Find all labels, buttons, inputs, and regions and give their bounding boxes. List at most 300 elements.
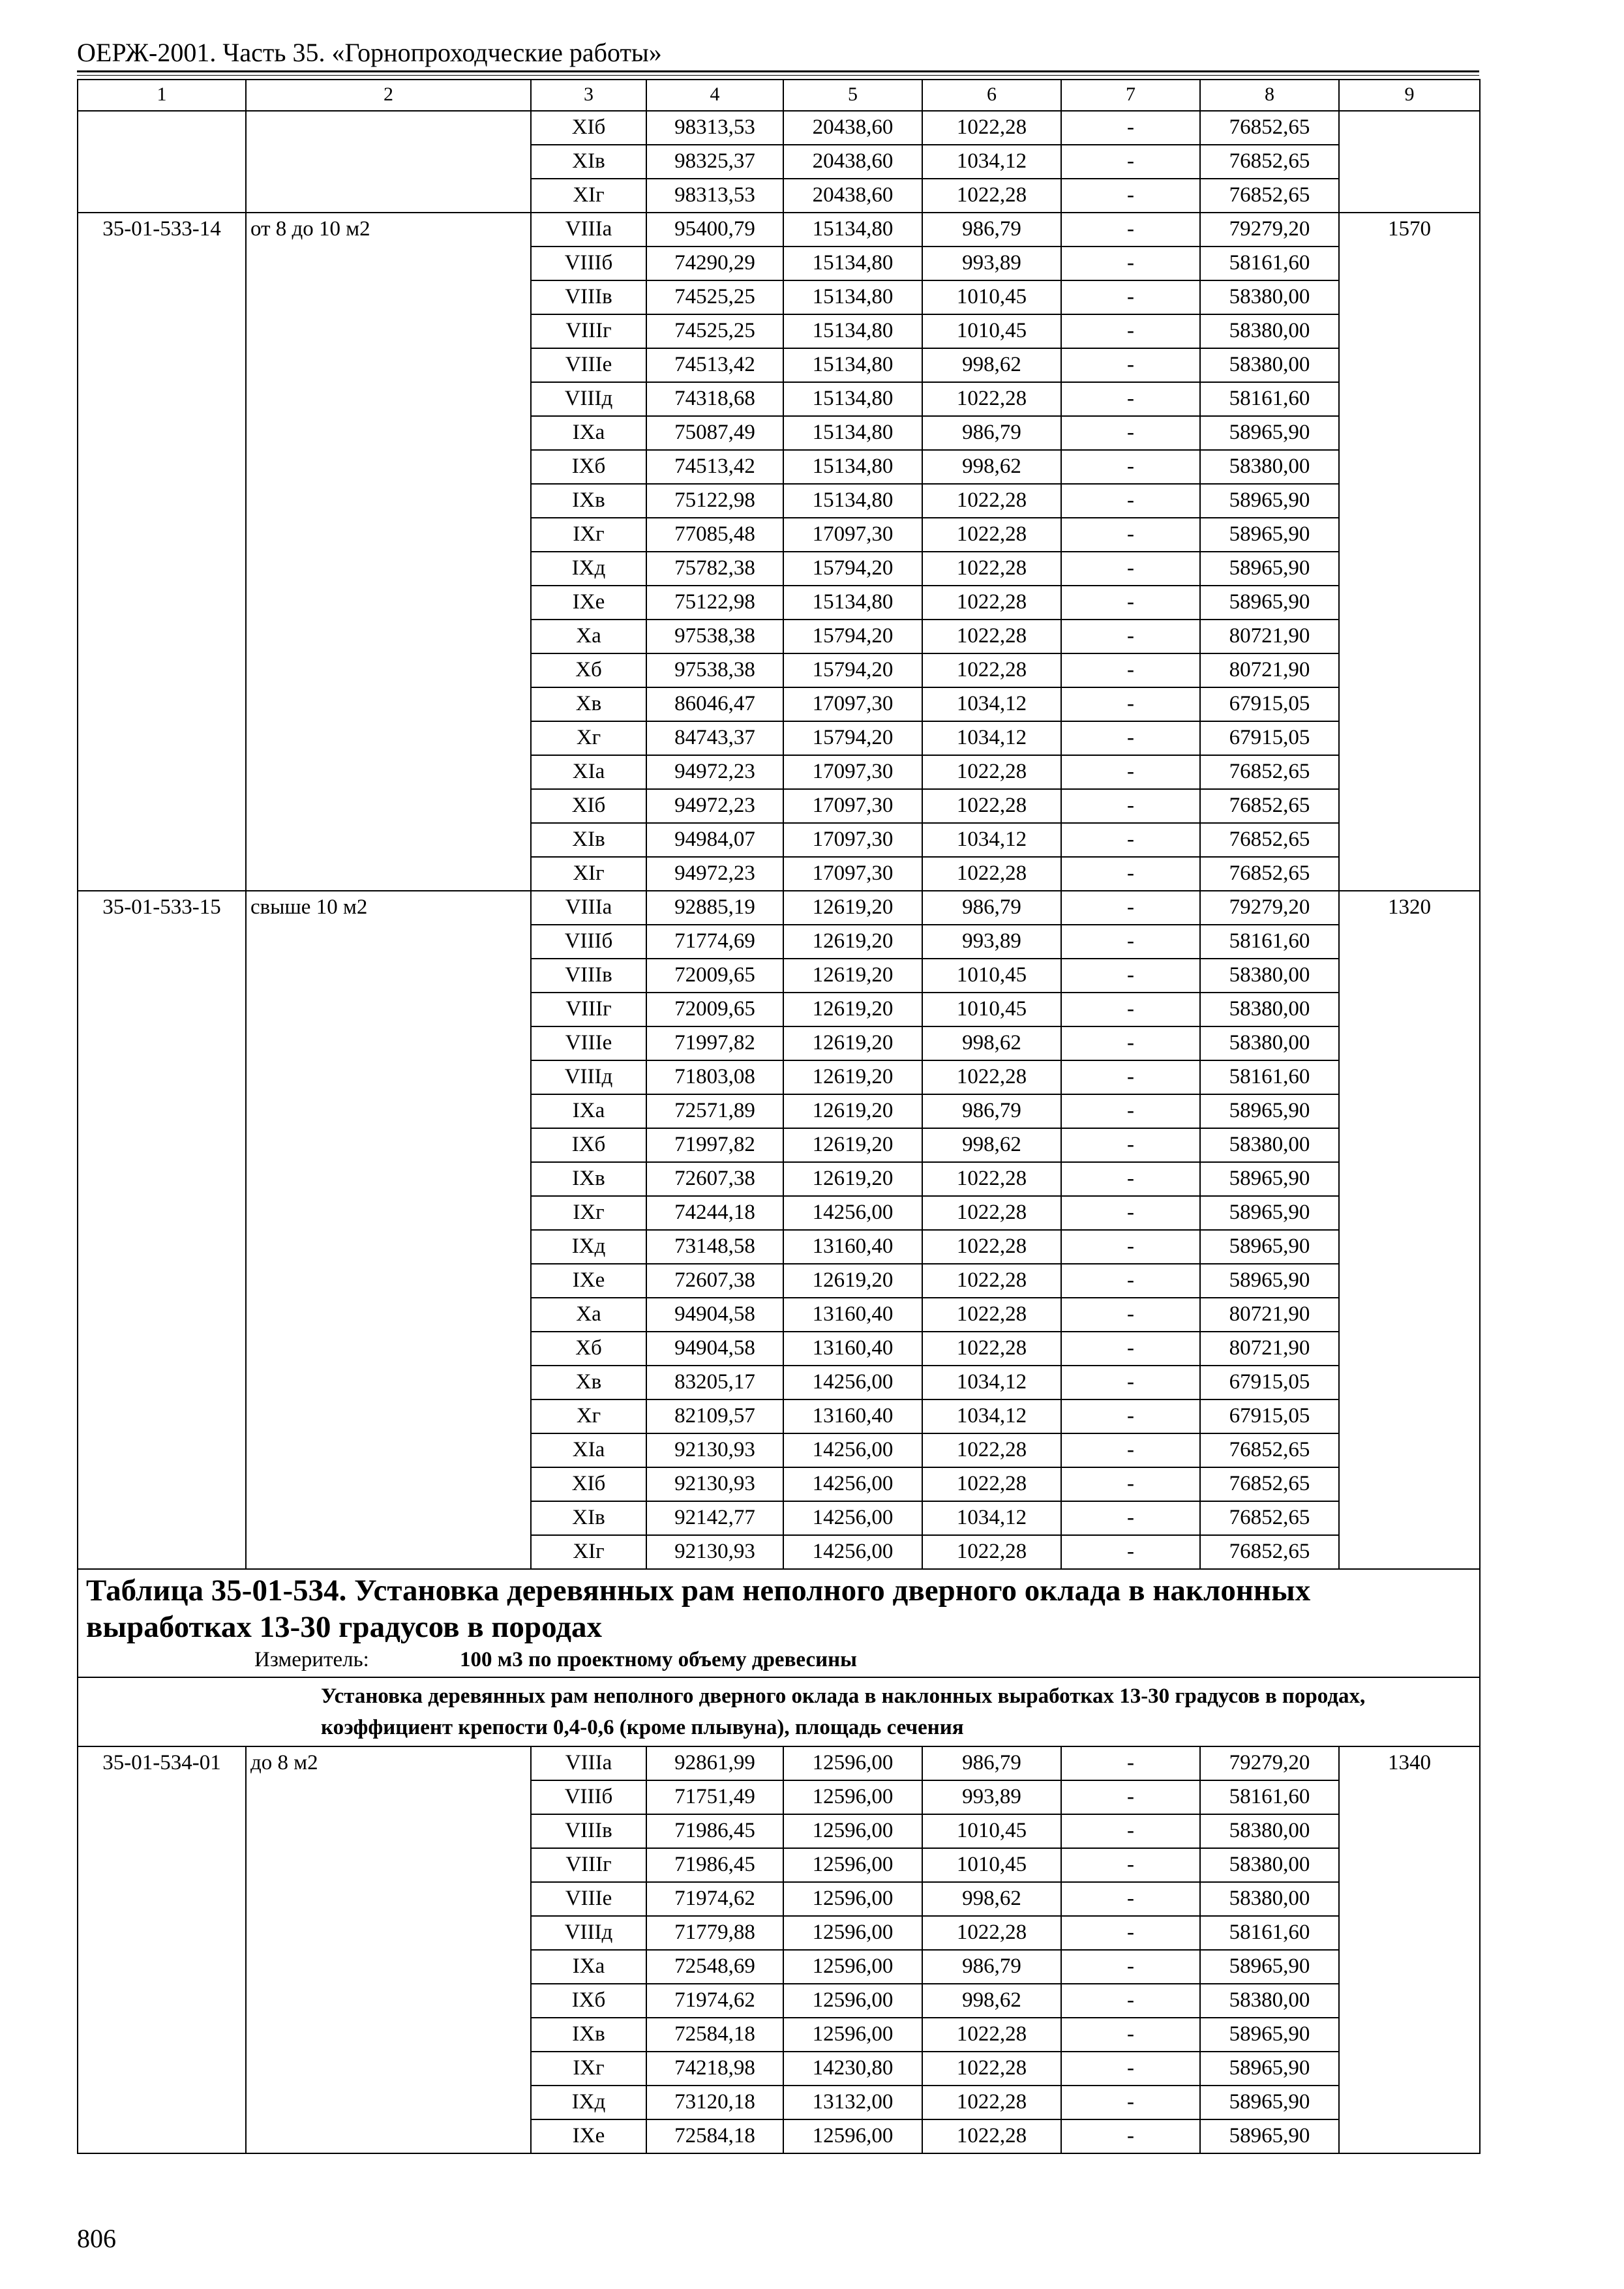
value-cell: - xyxy=(1061,789,1200,823)
value-cell: 58380,00 xyxy=(1200,1128,1339,1162)
zone-cell: XIб xyxy=(531,789,646,823)
value-cell: 1022,28 xyxy=(922,1230,1061,1264)
zone-cell: IXг xyxy=(531,518,646,552)
zone-cell: IXв xyxy=(531,484,646,518)
value-cell: - xyxy=(1061,1399,1200,1433)
value-cell: 12596,00 xyxy=(783,1848,922,1882)
value-cell: 17097,30 xyxy=(783,823,922,857)
value-cell: 71986,45 xyxy=(646,1814,783,1848)
value-cell: 94904,58 xyxy=(646,1298,783,1332)
value-cell: 13132,00 xyxy=(783,2086,922,2119)
value-cell: - xyxy=(1061,1196,1200,1230)
value-cell: 986,79 xyxy=(922,891,1061,925)
zone-cell: VIIIд xyxy=(531,1916,646,1950)
value-cell: 20438,60 xyxy=(783,111,922,145)
value-cell: 13160,40 xyxy=(783,1298,922,1332)
value-cell: - xyxy=(1061,1128,1200,1162)
value-cell: 58965,90 xyxy=(1200,2119,1339,2153)
value-cell: 15794,20 xyxy=(783,620,922,653)
value-cell: - xyxy=(1061,2119,1200,2153)
zone-cell: VIIIд xyxy=(531,382,646,416)
norm-code xyxy=(78,111,246,213)
value-cell: 58380,00 xyxy=(1200,959,1339,993)
value-cell: - xyxy=(1061,891,1200,925)
value-cell: 14230,80 xyxy=(783,2052,922,2086)
value-cell: 58380,00 xyxy=(1200,993,1339,1026)
value-cell: - xyxy=(1061,687,1200,721)
value-cell: - xyxy=(1061,382,1200,416)
norm-description: до 8 м2 xyxy=(246,1746,531,2153)
value-cell: 72571,89 xyxy=(646,1094,783,1128)
value-cell: 74513,42 xyxy=(646,450,783,484)
value-cell: 12619,20 xyxy=(783,1060,922,1094)
zone-cell: Xв xyxy=(531,687,646,721)
value-cell: 84743,37 xyxy=(646,721,783,755)
zone-cell: XIг xyxy=(531,179,646,213)
value-cell: 998,62 xyxy=(922,1984,1061,2018)
value-cell: 1034,12 xyxy=(922,1366,1061,1399)
value-cell: 15134,80 xyxy=(783,247,922,280)
value-cell: - xyxy=(1061,2052,1200,2086)
value-cell: 13160,40 xyxy=(783,1332,922,1366)
value-cell: 1022,28 xyxy=(922,857,1061,891)
value-cell: 15134,80 xyxy=(783,382,922,416)
value-cell: 17097,30 xyxy=(783,687,922,721)
header-rule xyxy=(77,70,1479,76)
zone-cell: VIIIг xyxy=(531,314,646,348)
value-cell: 71803,08 xyxy=(646,1060,783,1094)
value-cell: 998,62 xyxy=(922,1128,1061,1162)
zone-cell: IXд xyxy=(531,552,646,586)
value-cell: 1022,28 xyxy=(922,552,1061,586)
zone-cell: XIв xyxy=(531,1501,646,1535)
value-cell: 17097,30 xyxy=(783,857,922,891)
value-cell: 15794,20 xyxy=(783,552,922,586)
value-cell: 83205,17 xyxy=(646,1366,783,1399)
value-cell: 12596,00 xyxy=(783,1984,922,2018)
value-cell: 94904,58 xyxy=(646,1332,783,1366)
value-cell: 58380,00 xyxy=(1200,1882,1339,1916)
value-cell: 76852,65 xyxy=(1200,1501,1339,1535)
labor-norm: 1340 xyxy=(1339,1746,1480,2153)
value-cell: 97538,38 xyxy=(646,620,783,653)
value-cell: 72607,38 xyxy=(646,1162,783,1196)
table-row xyxy=(78,213,1480,247)
value-cell: 58965,90 xyxy=(1200,484,1339,518)
value-cell: 80721,90 xyxy=(1200,1332,1339,1366)
zone-cell: IXд xyxy=(531,1230,646,1264)
value-cell: - xyxy=(1061,823,1200,857)
value-cell: - xyxy=(1061,1814,1200,1848)
value-cell: 1022,28 xyxy=(922,2086,1061,2119)
value-cell: 1022,28 xyxy=(922,382,1061,416)
value-cell: 1022,28 xyxy=(922,1433,1061,1467)
zone-cell: VIIIг xyxy=(531,993,646,1026)
value-cell: - xyxy=(1061,1984,1200,2018)
value-cell: 72009,65 xyxy=(646,959,783,993)
value-cell: 58965,90 xyxy=(1200,416,1339,450)
value-cell: 12619,20 xyxy=(783,1094,922,1128)
value-cell: 1022,28 xyxy=(922,1916,1061,1950)
value-cell: 17097,30 xyxy=(783,755,922,789)
value-cell: 14256,00 xyxy=(783,1366,922,1399)
measure-line xyxy=(86,1645,1471,1677)
value-cell: 998,62 xyxy=(922,450,1061,484)
value-cell: - xyxy=(1061,993,1200,1026)
value-cell: 14256,00 xyxy=(783,1535,922,1569)
value-cell: 79279,20 xyxy=(1200,213,1339,247)
value-cell: - xyxy=(1061,1230,1200,1264)
value-cell: - xyxy=(1061,179,1200,213)
value-cell: 71774,69 xyxy=(646,925,783,959)
value-cell: - xyxy=(1061,1916,1200,1950)
zone-cell: Xг xyxy=(531,721,646,755)
value-cell: - xyxy=(1061,552,1200,586)
value-cell: - xyxy=(1061,959,1200,993)
value-cell: 76852,65 xyxy=(1200,857,1339,891)
value-cell: 15134,80 xyxy=(783,450,922,484)
value-cell: 76852,65 xyxy=(1200,145,1339,179)
value-cell: - xyxy=(1061,213,1200,247)
norm-code: 35-01-533-15 xyxy=(78,891,246,1569)
value-cell: 58380,00 xyxy=(1200,1026,1339,1060)
value-cell: - xyxy=(1061,653,1200,687)
value-cell: 71751,49 xyxy=(646,1780,783,1814)
value-cell: 14256,00 xyxy=(783,1501,922,1535)
value-cell: 82109,57 xyxy=(646,1399,783,1433)
value-cell: 12596,00 xyxy=(783,1950,922,1984)
value-cell: 71974,62 xyxy=(646,1984,783,2018)
value-cell: 58965,90 xyxy=(1200,1162,1339,1196)
value-cell: 75087,49 xyxy=(646,416,783,450)
value-cell: - xyxy=(1061,620,1200,653)
zone-cell: VIIIб xyxy=(531,1780,646,1814)
value-cell: 76852,65 xyxy=(1200,789,1339,823)
zone-cell: VIIIе xyxy=(531,348,646,382)
value-cell: 1022,28 xyxy=(922,653,1061,687)
zone-cell: VIIIд xyxy=(531,1060,646,1094)
value-cell: 73120,18 xyxy=(646,2086,783,2119)
value-cell: 1010,45 xyxy=(922,314,1061,348)
zone-cell: IXб xyxy=(531,1984,646,2018)
column-number-row xyxy=(78,80,1480,111)
value-cell: - xyxy=(1061,1264,1200,1298)
value-cell: 94972,23 xyxy=(646,755,783,789)
norm-description xyxy=(246,111,531,213)
value-cell: 12596,00 xyxy=(783,1916,922,1950)
value-cell: 58965,90 xyxy=(1200,1264,1339,1298)
value-cell: 1034,12 xyxy=(922,145,1061,179)
zone-cell: IXг xyxy=(531,2052,646,2086)
value-cell: - xyxy=(1061,1433,1200,1467)
value-cell: 20438,60 xyxy=(783,145,922,179)
value-cell: - xyxy=(1061,586,1200,620)
value-cell: 58161,60 xyxy=(1200,1916,1339,1950)
value-cell: - xyxy=(1061,1060,1200,1094)
value-cell: - xyxy=(1061,1298,1200,1332)
zone-cell: IXа xyxy=(531,1950,646,1984)
zone-cell: Xа xyxy=(531,1298,646,1332)
value-cell: 1010,45 xyxy=(922,1814,1061,1848)
value-cell: 75782,38 xyxy=(646,552,783,586)
section-cell xyxy=(78,1569,1480,1677)
value-cell: - xyxy=(1061,2018,1200,2052)
value-cell: 76852,65 xyxy=(1200,755,1339,789)
column-number: 3 xyxy=(531,80,646,111)
value-cell: 1022,28 xyxy=(922,2018,1061,2052)
value-cell: 95400,79 xyxy=(646,213,783,247)
value-cell: 94984,07 xyxy=(646,823,783,857)
value-cell: - xyxy=(1061,857,1200,891)
value-cell: 92130,93 xyxy=(646,1467,783,1501)
zone-cell: XIг xyxy=(531,1535,646,1569)
value-cell: 79279,20 xyxy=(1200,1746,1339,1780)
zone-cell: VIIIг xyxy=(531,1848,646,1882)
zone-cell: VIIIв xyxy=(531,280,646,314)
value-cell: 74244,18 xyxy=(646,1196,783,1230)
value-cell: 80721,90 xyxy=(1200,653,1339,687)
value-cell: 986,79 xyxy=(922,416,1061,450)
zone-cell: VIIIе xyxy=(531,1026,646,1060)
zone-cell: XIб xyxy=(531,1467,646,1501)
value-cell: 74290,29 xyxy=(646,247,783,280)
value-cell: - xyxy=(1061,416,1200,450)
value-cell: 58161,60 xyxy=(1200,925,1339,959)
value-cell: 75122,98 xyxy=(646,484,783,518)
value-cell: 1022,28 xyxy=(922,620,1061,653)
column-number: 8 xyxy=(1200,80,1339,111)
zone-cell: Xб xyxy=(531,653,646,687)
value-cell: - xyxy=(1061,484,1200,518)
value-cell: 76852,65 xyxy=(1200,1535,1339,1569)
value-cell: - xyxy=(1061,1746,1200,1780)
value-cell: 1022,28 xyxy=(922,111,1061,145)
value-cell: 1010,45 xyxy=(922,959,1061,993)
value-cell: 71997,82 xyxy=(646,1128,783,1162)
value-cell: - xyxy=(1061,755,1200,789)
value-cell: 15134,80 xyxy=(783,586,922,620)
value-cell: 71779,88 xyxy=(646,1916,783,1950)
zone-cell: Xа xyxy=(531,620,646,653)
value-cell: 72607,38 xyxy=(646,1264,783,1298)
value-cell: 1022,28 xyxy=(922,1467,1061,1501)
rates-table xyxy=(77,79,1481,2154)
zone-cell: Xг xyxy=(531,1399,646,1433)
zone-cell: Xб xyxy=(531,1332,646,1366)
value-cell: 75122,98 xyxy=(646,586,783,620)
value-cell: 86046,47 xyxy=(646,687,783,721)
value-cell: 1022,28 xyxy=(922,1264,1061,1298)
section-row xyxy=(78,1569,1480,1677)
value-cell: 12619,20 xyxy=(783,1162,922,1196)
value-cell: 58380,00 xyxy=(1200,450,1339,484)
value-cell: 12596,00 xyxy=(783,2018,922,2052)
value-cell: - xyxy=(1061,1467,1200,1501)
value-cell: 998,62 xyxy=(922,1026,1061,1060)
zone-cell: XIг xyxy=(531,857,646,891)
value-cell: 17097,30 xyxy=(783,518,922,552)
zone-cell: IXв xyxy=(531,2018,646,2052)
value-cell: 12619,20 xyxy=(783,891,922,925)
value-cell: 71974,62 xyxy=(646,1882,783,1916)
value-cell: 76852,65 xyxy=(1200,111,1339,145)
norm-code: 35-01-533-14 xyxy=(78,213,246,891)
page-header: ОЕРЖ-2001. Часть 35. «Горнопроходческие работы» xyxy=(77,38,662,67)
column-number: 4 xyxy=(646,80,783,111)
column-number: 2 xyxy=(246,80,531,111)
value-cell: 92130,93 xyxy=(646,1433,783,1467)
value-cell: 20438,60 xyxy=(783,179,922,213)
value-cell: 1022,28 xyxy=(922,789,1061,823)
value-cell: - xyxy=(1061,2086,1200,2119)
value-cell: 98325,37 xyxy=(646,145,783,179)
value-cell: 12596,00 xyxy=(783,1882,922,1916)
zone-cell: IXе xyxy=(531,1264,646,1298)
value-cell: 1034,12 xyxy=(922,687,1061,721)
table-title: Таблица 35-01-534. Установка деревянных рам неполного дверного оклада в наклонных выработках 13-30 градусов в породах xyxy=(86,1574,1311,1644)
zone-cell: VIIIе xyxy=(531,1882,646,1916)
value-cell: 74318,68 xyxy=(646,382,783,416)
value-cell: 1022,28 xyxy=(922,518,1061,552)
value-cell: 13160,40 xyxy=(783,1230,922,1264)
value-cell: 1022,28 xyxy=(922,484,1061,518)
zone-cell: VIIIв xyxy=(531,1814,646,1848)
value-cell: 1022,28 xyxy=(922,1332,1061,1366)
value-cell: 12619,20 xyxy=(783,1128,922,1162)
value-cell: 58161,60 xyxy=(1200,247,1339,280)
value-cell: 12619,20 xyxy=(783,959,922,993)
value-cell: - xyxy=(1061,247,1200,280)
norm-description: от 8 до 10 м2 xyxy=(246,213,531,891)
zone-cell: IXб xyxy=(531,1128,646,1162)
value-cell: 58965,90 xyxy=(1200,1196,1339,1230)
value-cell: - xyxy=(1061,1535,1200,1569)
table-row xyxy=(78,891,1480,925)
value-cell: 1010,45 xyxy=(922,993,1061,1026)
value-cell: 58380,00 xyxy=(1200,1848,1339,1882)
value-cell: - xyxy=(1061,111,1200,145)
value-cell: 14256,00 xyxy=(783,1433,922,1467)
value-cell: 72548,69 xyxy=(646,1950,783,1984)
value-cell: 1022,28 xyxy=(922,1298,1061,1332)
value-cell: 12619,20 xyxy=(783,925,922,959)
zone-cell: VIIIа xyxy=(531,891,646,925)
value-cell: 92861,99 xyxy=(646,1746,783,1780)
value-cell: 74525,25 xyxy=(646,314,783,348)
value-cell: 993,89 xyxy=(922,925,1061,959)
column-number: 5 xyxy=(783,80,922,111)
value-cell: 1022,28 xyxy=(922,1060,1061,1094)
value-cell: 998,62 xyxy=(922,348,1061,382)
value-cell: 97538,38 xyxy=(646,653,783,687)
value-cell: 76852,65 xyxy=(1200,823,1339,857)
value-cell: 15134,80 xyxy=(783,484,922,518)
value-cell: 77085,48 xyxy=(646,518,783,552)
section-description-row xyxy=(78,1677,1480,1746)
value-cell: 94972,23 xyxy=(646,857,783,891)
value-cell: - xyxy=(1061,1950,1200,1984)
value-cell: 74513,42 xyxy=(646,348,783,382)
column-number: 7 xyxy=(1061,80,1200,111)
page-number: 806 xyxy=(77,2224,116,2253)
value-cell: - xyxy=(1061,925,1200,959)
value-cell: 986,79 xyxy=(922,213,1061,247)
zone-cell: VIIIа xyxy=(531,1746,646,1780)
zone-cell: Xв xyxy=(531,1366,646,1399)
value-cell: 72009,65 xyxy=(646,993,783,1026)
value-cell: 74525,25 xyxy=(646,280,783,314)
measure-value: 100 м3 по проектному объему древесины xyxy=(460,1648,857,1671)
zone-cell: XIб xyxy=(531,111,646,145)
value-cell: 67915,05 xyxy=(1200,1366,1339,1399)
value-cell: 17097,30 xyxy=(783,789,922,823)
zone-cell: IXг xyxy=(531,1196,646,1230)
value-cell: 58965,90 xyxy=(1200,2018,1339,2052)
labor-norm: 1570 xyxy=(1339,213,1480,891)
value-cell: 67915,05 xyxy=(1200,721,1339,755)
value-cell: 15134,80 xyxy=(783,213,922,247)
zone-cell: IXа xyxy=(531,1094,646,1128)
value-cell: 67915,05 xyxy=(1200,687,1339,721)
value-cell: 80721,90 xyxy=(1200,620,1339,653)
value-cell: 986,79 xyxy=(922,1094,1061,1128)
value-cell: 15794,20 xyxy=(783,653,922,687)
value-cell: 1010,45 xyxy=(922,280,1061,314)
value-cell: 58965,90 xyxy=(1200,552,1339,586)
value-cell: 94972,23 xyxy=(646,789,783,823)
value-cell: 58965,90 xyxy=(1200,2052,1339,2086)
labor-norm xyxy=(1339,111,1480,213)
value-cell: 58380,00 xyxy=(1200,280,1339,314)
section-description: Установка деревянных рам неполного дверного оклада в наклонных выработках 13-30 градусов в породах, коэффициент крепости 0,4-0,6 (кроме плывуна), площадь сечения xyxy=(78,1677,1480,1746)
value-cell: 58965,90 xyxy=(1200,586,1339,620)
zone-cell: IXе xyxy=(531,2119,646,2153)
value-cell: 76852,65 xyxy=(1200,1433,1339,1467)
value-cell: 58380,00 xyxy=(1200,348,1339,382)
value-cell: 998,62 xyxy=(922,1882,1061,1916)
value-cell: 72584,18 xyxy=(646,2018,783,2052)
value-cell: 76852,65 xyxy=(1200,1467,1339,1501)
value-cell: 92130,93 xyxy=(646,1535,783,1569)
value-cell: 1034,12 xyxy=(922,721,1061,755)
zone-cell: XIа xyxy=(531,1433,646,1467)
zone-cell: VIIIа xyxy=(531,213,646,247)
value-cell: 986,79 xyxy=(922,1950,1061,1984)
value-cell: 76852,65 xyxy=(1200,179,1339,213)
value-cell: 1022,28 xyxy=(922,2119,1061,2153)
value-cell: - xyxy=(1061,1094,1200,1128)
value-cell: 58965,90 xyxy=(1200,1230,1339,1264)
value-cell: 14256,00 xyxy=(783,1196,922,1230)
value-cell: 1010,45 xyxy=(922,1848,1061,1882)
value-cell: 58380,00 xyxy=(1200,1814,1339,1848)
value-cell: 1022,28 xyxy=(922,1535,1061,1569)
value-cell: 1022,28 xyxy=(922,586,1061,620)
value-cell: 92885,19 xyxy=(646,891,783,925)
table-row xyxy=(78,111,1480,145)
zone-cell: VIIIб xyxy=(531,925,646,959)
zone-cell: VIIIв xyxy=(531,959,646,993)
column-number: 9 xyxy=(1339,80,1480,111)
value-cell: 92142,77 xyxy=(646,1501,783,1535)
value-cell: 986,79 xyxy=(922,1746,1061,1780)
value-cell: 71986,45 xyxy=(646,1848,783,1882)
value-cell: 12619,20 xyxy=(783,1264,922,1298)
value-cell: - xyxy=(1061,1366,1200,1399)
value-cell: - xyxy=(1061,450,1200,484)
value-cell: 1034,12 xyxy=(922,823,1061,857)
value-cell: 58161,60 xyxy=(1200,1060,1339,1094)
